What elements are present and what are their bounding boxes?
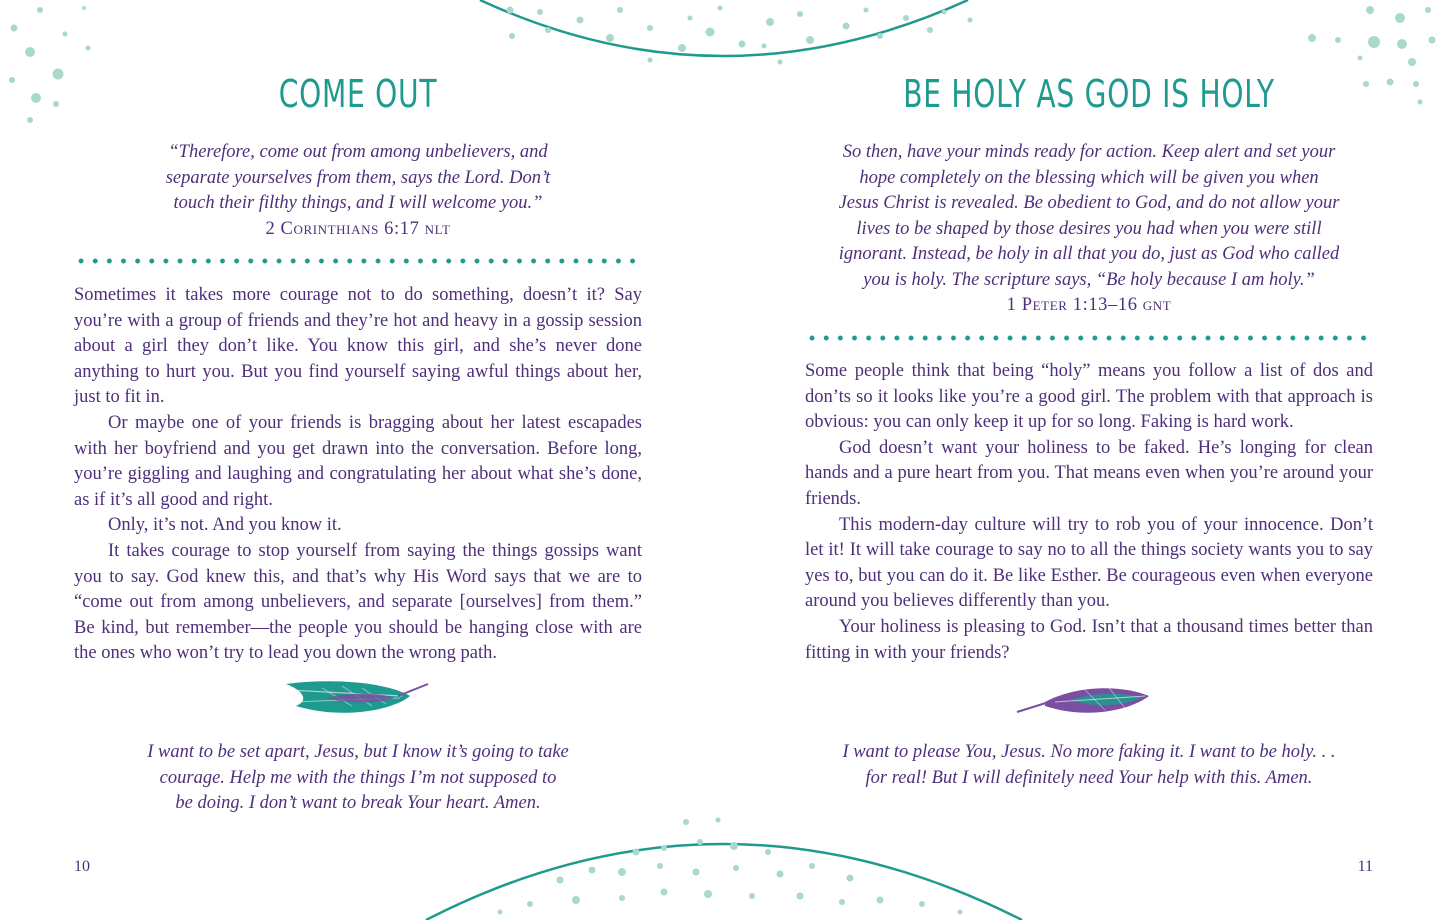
purple-feather-icon	[1015, 680, 1163, 726]
body-paragraph: Or maybe one of your friends is bragging about her latest escapades with her boyfriend and you get drawn into the conversation. Before long, you’re giggling and laughing and congratulating her about what she’s done, as if it’s all good and right.	[74, 412, 642, 510]
verse-line: Jesus Christ is revealed. Be obedient to God, and do not allow your	[838, 193, 1340, 213]
verse-line: you is holy. The scripture says, “Be holy because I am holy.”	[863, 269, 1315, 290]
prayer-line: courage. Help me with the things I’m not supposed to	[159, 767, 557, 788]
body-paragraph: Sometimes it takes more courage not to do something, doesn’t it? Say you’re with a group of friends and they’re hot and heavy in a gossip session about a girl they don’t like. You know this girl, and she’s never done anything to hurt you. But you find yourself saying awful things about her, just to fit in.	[74, 285, 642, 408]
left-dotted-divider	[74, 257, 642, 265]
bottom-arc	[426, 844, 1022, 920]
prayer-line: be doing. I don’t want to break Your heart. Amen.	[175, 793, 541, 813]
prayer-line: for real! But I will definitely need Your help with this. Amen.	[865, 767, 1313, 788]
right-prayer	[805, 740, 1373, 791]
verse-line: So then, have your minds ready for action. Keep alert and set your	[842, 142, 1336, 162]
top-arc	[480, 0, 968, 56]
right-page-title: BE HOLY AS GOD IS HOLY	[903, 72, 1275, 116]
verse-line: hope completely on the blessing which will be given you when	[859, 167, 1319, 188]
verse-line: “Therefore, come out from among unbelievers, and	[168, 142, 548, 162]
prayer-line: I want to be set apart, Jesus, but I know it’s going to take	[147, 742, 569, 762]
left-body-text	[74, 283, 642, 667]
left-verse-reference: 2 Corinthians 6:17 nlt	[265, 218, 451, 239]
verse-line: ignorant. Instead, be holy in all that you do, just as God who called	[838, 244, 1340, 264]
body-paragraph: It takes courage to stop yourself from saying the things gossips want you to say. God knew this, and that’s why His Word says that we are to “come out from among unbelievers, and separate [ourselves] from them.” Be kind, but remember—the people you should be hanging close with are the ones who won’t try to lead you down the wrong path.	[74, 540, 642, 664]
left-page-title: COME OUT	[278, 72, 438, 116]
right-body-text	[805, 359, 1373, 666]
left-verse	[74, 140, 642, 242]
prayer-line: I want to please You, Jesus. No more faking it. I want to be holy. . .	[842, 742, 1336, 762]
right-verse	[805, 140, 1373, 319]
body-paragraph: Your holiness is pleasing to God. Isn’t that a thousand times better than fitting in with your friends?	[805, 616, 1373, 663]
right-page-number: 11	[1357, 858, 1373, 875]
verse-line: touch their filthy things, and I will welcome you.”	[173, 193, 543, 213]
teal-feather-icon	[282, 676, 434, 726]
verse-line: separate yourselves from them, says the Lord. Don’t	[165, 167, 551, 188]
left-prayer	[74, 740, 642, 817]
body-paragraph: God doesn’t want your holiness to be faked. He’s longing for clean hands and a pure heart from you. That means even when you’re around your friends.	[805, 437, 1373, 509]
right-dotted-divider	[805, 334, 1373, 342]
left-page-number: 10	[74, 858, 90, 875]
body-paragraph: This modern-day culture will try to rob you of your innocence. Don’t let it! It will take courage to say no to all the things society wants you to say yes to, but you can do it. Be like Esther. Be courageous even when everyone around you believes differently than you.	[805, 514, 1373, 612]
right-verse-reference: 1 Peter 1:13–16 gnt	[1006, 295, 1172, 315]
body-paragraph: Only, it’s not. And you know it.	[108, 515, 342, 536]
verse-line: lives to be shaped by those desires you had when you were still	[856, 218, 1322, 239]
body-paragraph: Some people think that being “holy” means you follow a list of dos and don’ts so it looks like you’re a good girl. The problem with that approach is obvious: you can only keep it up for so long. Faking is hard work.	[805, 361, 1373, 433]
